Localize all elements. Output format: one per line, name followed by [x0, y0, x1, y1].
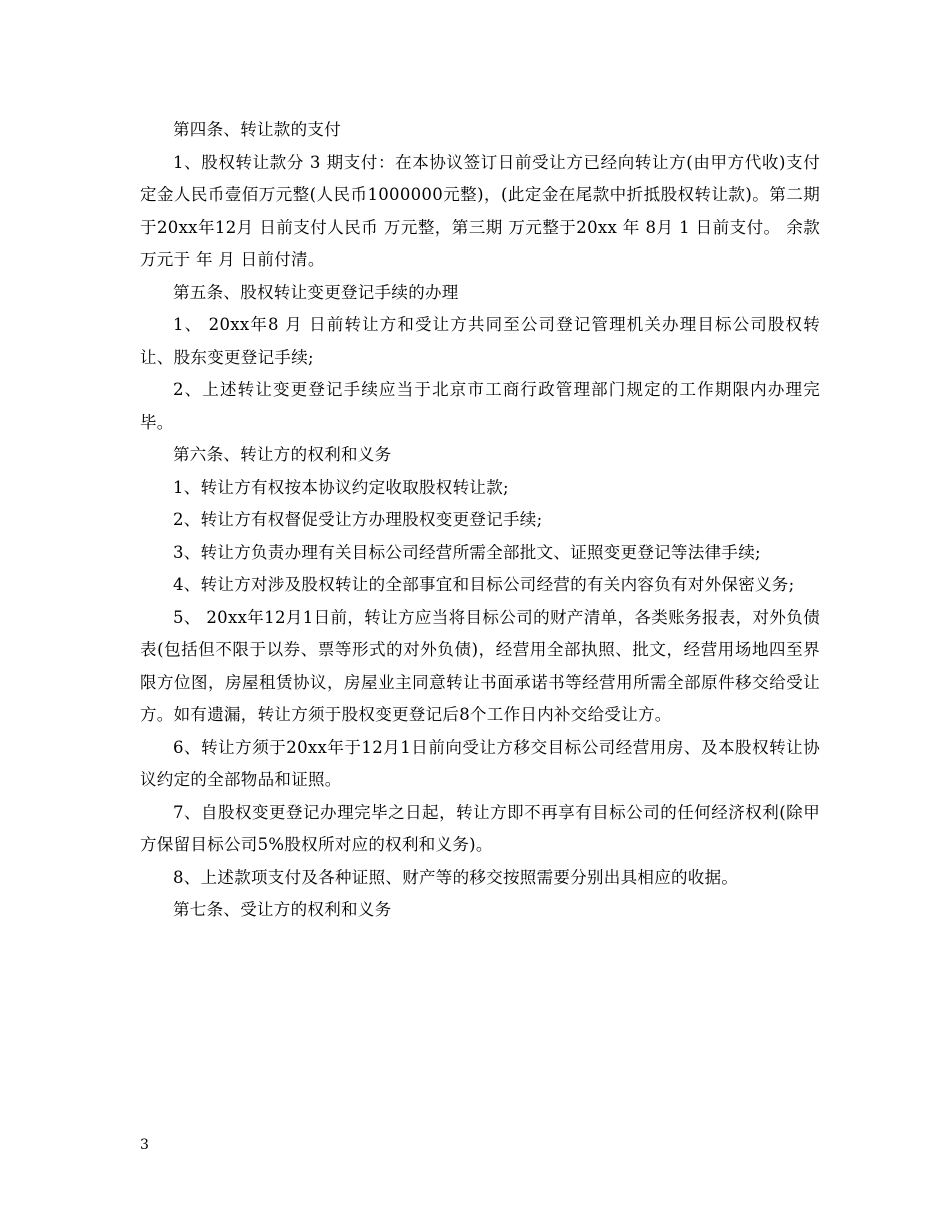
paragraph: 1、股权转让款分 3 期支付：在本协议签订日前受让方已经向转让方(由甲方代收)支付定金人民币壹佰万元整(人民币1000000元整)，(此定金在尾款中折抵股权转让款)。第二期于20xx年12月 日前支付人民币 万元整，第三期 万元整于20xx 年 8月 1 日前支付。 余款 万元于 年 月 日前付清。 [140, 152, 820, 269]
section-heading-article-6: 第六条、转让方的权利和义务 [173, 445, 392, 464]
paragraph: 4、转让方对涉及股权转让的全部事宜和目标公司经营的有关内容负有对外保密义务; [173, 575, 795, 594]
paragraph: 1、 20xx年8 月 日前转让方和受让方共同至公司登记管理机关办理目标公司股权转让、股东变更登记手续; [140, 315, 820, 367]
section-heading-article-5: 第五条、股权转让变更登记手续的办理 [173, 282, 459, 302]
paragraph: 7、自股权变更登记办理完毕之日起，转让方即不再享有目标公司的任何经济权利(除甲方保留目标公司5%股权所对应的权利和义务)。 [140, 802, 820, 854]
paragraph: 6、转让方须于20xx年于12月1日前向受让方移交目标公司经营用房、及本股权转让协议约定的全部物品和证照。 [140, 737, 820, 789]
page-number: 3 [140, 1137, 149, 1153]
paragraph: 8、上述款项支付及各种证照、财产等的移交按照需要分别出具相应的收据。 [173, 867, 739, 887]
document-body [140, 114, 820, 927]
paragraph: 2、上述转让变更登记手续应当于北京市工商行政管理部门规定的工作期限内办理完毕。 [140, 380, 820, 432]
paragraph: 1、转让方有权按本协议约定收取股权转让款; [173, 477, 509, 497]
section-heading-article-4: 第四条、转让款的支付 [173, 120, 341, 139]
paragraph: 5、 20xx年12月1日前，转让方应当将目标公司的财产清单，各类账务报表，对外负债表(包括但不限于以券、票等形式的对外负债)，经营用全部执照、批文，经营用场地四至界限方位图，房屋租赁协议，房屋业主同意转让书面承诺书等经营用所需全部原件移交给受让方。如有遗漏，转让方须于股权变更登记后8个工作日内补交给受让方。 [140, 607, 820, 724]
paragraph: 3、转让方负责办理有关目标公司经营所需全部批文、证照变更登记等法律手续; [173, 542, 761, 562]
section-heading-article-7: 第七条、受让方的权利和义务 [173, 900, 392, 919]
paragraph: 2、转让方有权督促受让方办理股权变更登记手续; [173, 510, 543, 529]
